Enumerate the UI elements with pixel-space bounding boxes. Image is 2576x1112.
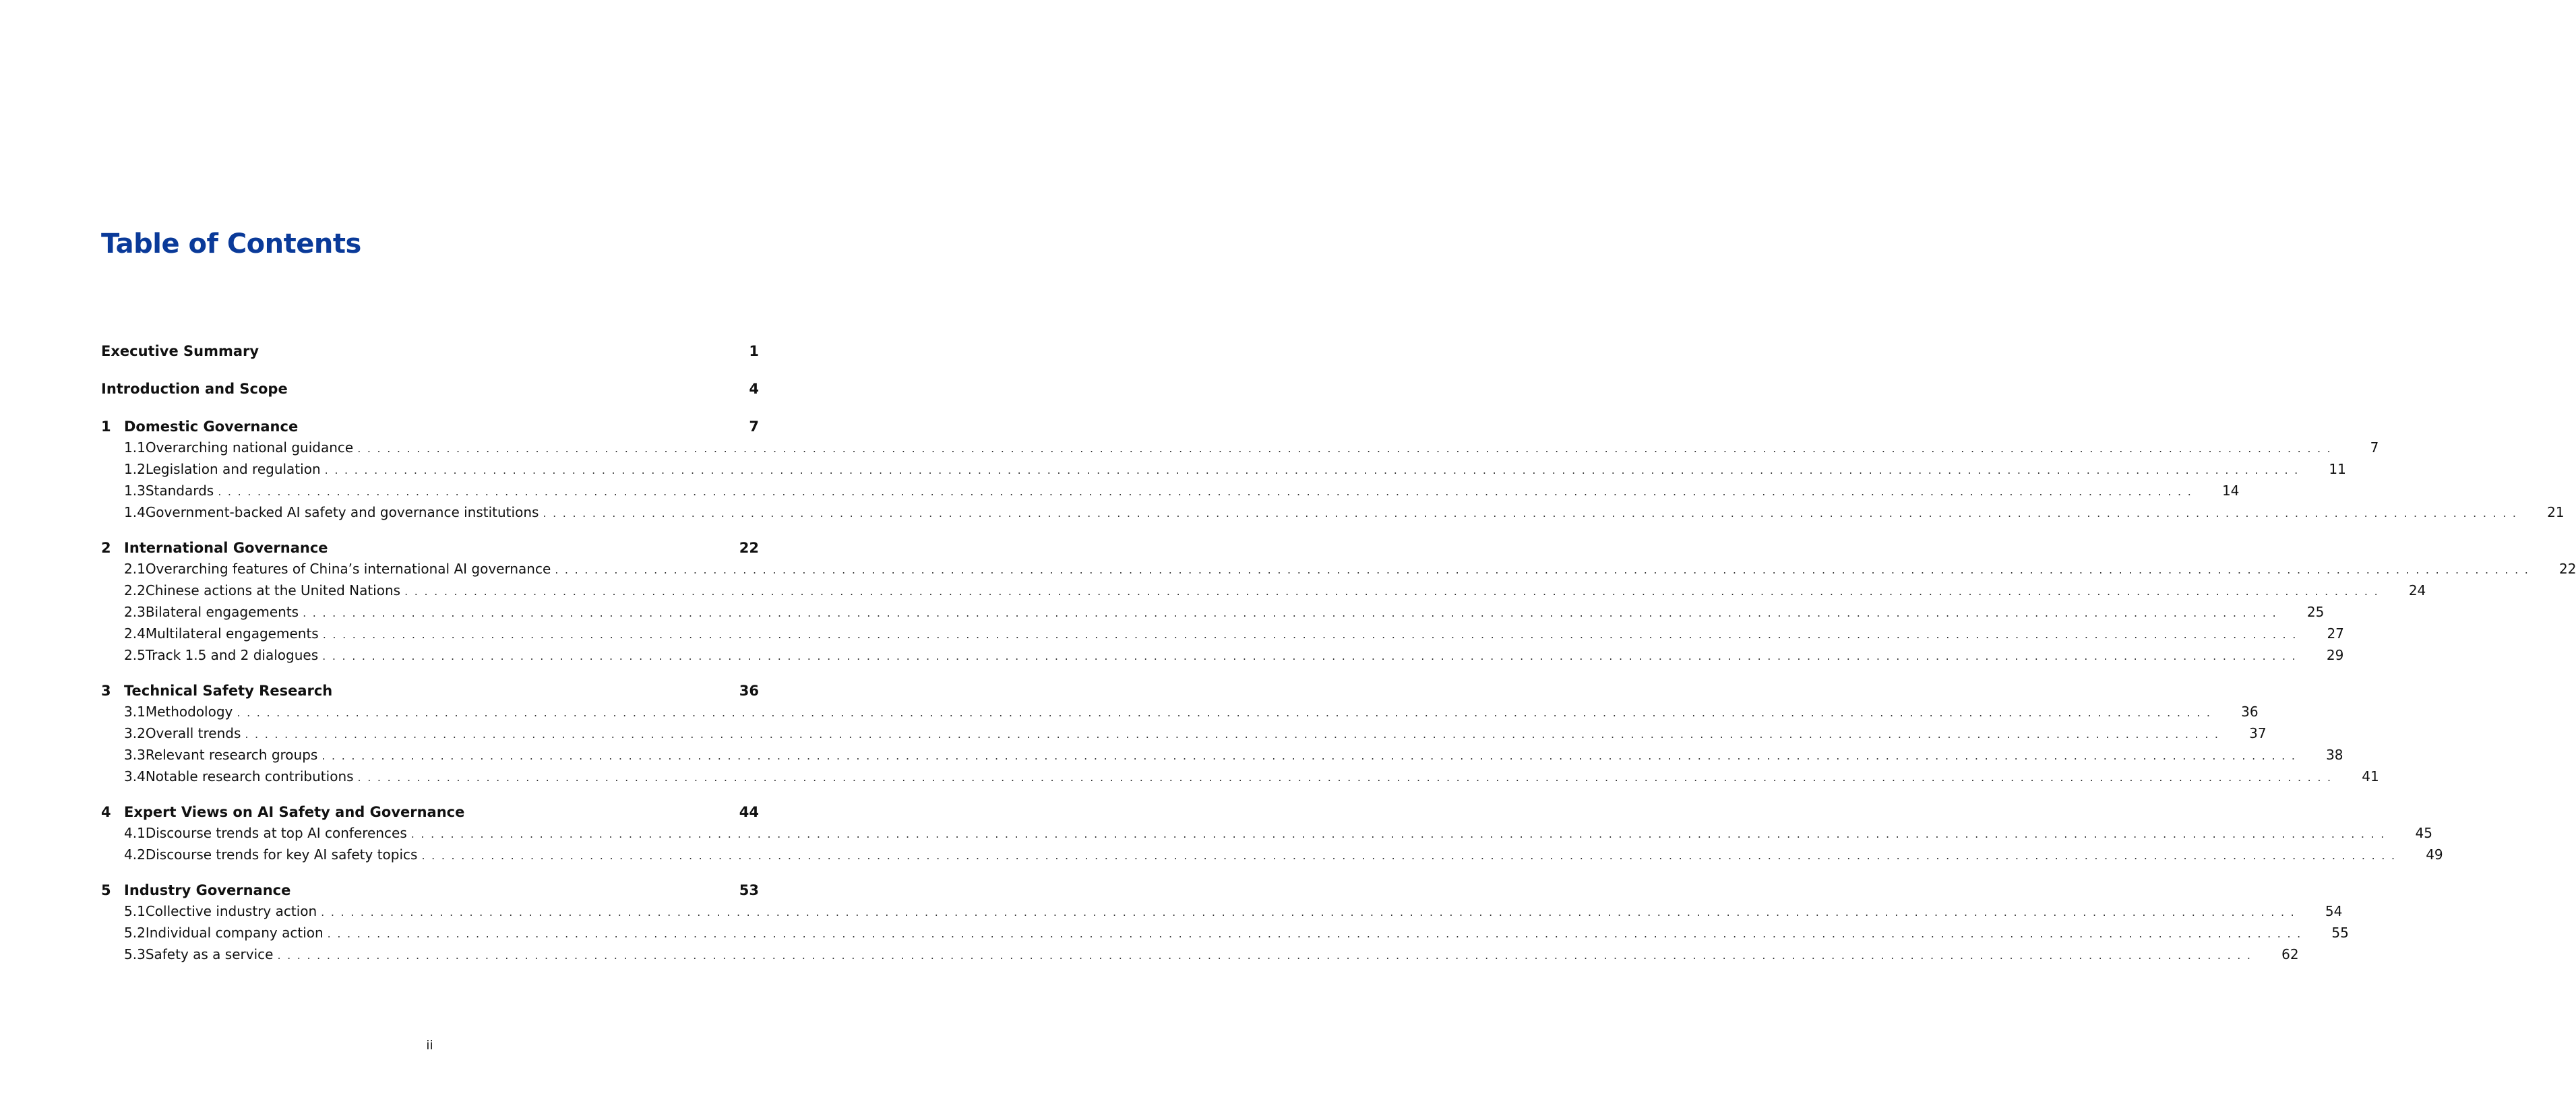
section-title: Individual company action (145, 925, 324, 941)
dot-leader: ........................................................................................................................................................................................................ (543, 507, 2523, 520)
page-title: Table of Contents (101, 228, 361, 259)
section-number: 4.1 (124, 825, 146, 841)
chapter-title: Domestic Governance (124, 419, 299, 435)
section-number: 4.2 (124, 846, 146, 863)
section-title: Chinese actions at the United Nations (145, 582, 401, 598)
section-page: 11 (2329, 461, 2346, 477)
dot-leader: ........................................................................................................................................................................................................ (321, 749, 2302, 762)
section-page: 49 (2426, 846, 2443, 863)
section-page: 21 (2547, 504, 2565, 520)
table-of-contents (101, 341, 2576, 980)
chapter-heading[interactable] (101, 802, 759, 822)
section-title: Overarching national guidance (145, 439, 354, 456)
toc-entry-introduction[interactable] (101, 379, 759, 399)
section-number: 2.1 (124, 561, 146, 577)
section-title: Track 1.5 and 2 dialogues (145, 647, 319, 663)
section-page: 25 (2306, 604, 2325, 620)
dot-leader: ........................................................................................................................................................................................................ (421, 849, 2401, 862)
entry-page: 1 (749, 343, 759, 359)
section-number: 2.5 (124, 647, 146, 663)
section-number: 5.1 (124, 903, 146, 919)
toc-section[interactable] (101, 558, 2576, 580)
section-number: 5.2 (124, 925, 146, 941)
section-title: Standards (145, 483, 214, 499)
dot-leader: ........................................................................................................................................................................................................ (322, 628, 2302, 641)
entry-title: Introduction and Scope (101, 381, 288, 397)
toc-section[interactable] (101, 744, 2343, 766)
section-title: Methodology (145, 704, 233, 720)
section-page: 55 (2331, 925, 2349, 941)
section-title: Overall trends (145, 725, 241, 741)
section-title: Overarching features of China’s international AI governance (145, 561, 551, 577)
dot-leader: ........................................................................................................................................................................................................ (322, 650, 2302, 662)
toc-section[interactable] (101, 766, 2379, 787)
dot-leader: ........................................................................................................................................................................................................ (404, 585, 2385, 598)
chapter-title: Technical Safety Research (124, 683, 333, 699)
dot-leader: ........................................................................................................................................................................................................ (218, 485, 2198, 498)
section-page: 27 (2327, 625, 2344, 642)
section-page: 62 (2281, 946, 2299, 962)
toc-section[interactable] (101, 944, 2299, 965)
toc-section[interactable] (101, 822, 2432, 844)
chapter-number: 1 (101, 419, 111, 435)
chapter-heading[interactable] (101, 416, 759, 437)
dot-leader: ........................................................................................................................................................................................................ (410, 828, 2391, 840)
dot-leader: ........................................................................................................................................................................................................ (303, 607, 2283, 619)
section-page: 7 (2370, 439, 2379, 456)
section-page: 45 (2415, 825, 2432, 841)
section-title: Relevant research groups (145, 747, 318, 763)
section-title: Notable research contributions (145, 768, 354, 784)
toc-section[interactable] (101, 623, 2344, 644)
toc-chapter-3 (101, 681, 2379, 787)
toc-section[interactable] (101, 644, 2344, 666)
section-page: 54 (2325, 903, 2343, 919)
dot-leader: ........................................................................................................................................................................................................ (237, 706, 2217, 719)
section-number: 2.3 (124, 604, 146, 620)
section-page: 29 (2326, 647, 2344, 663)
toc-section[interactable] (101, 922, 2349, 944)
section-title: Safety as a service (145, 946, 274, 962)
dot-leader: ........................................................................................................................................................................................................ (357, 771, 2337, 784)
toc-entry-executive-summary[interactable] (101, 341, 759, 361)
section-title: Discourse trends at top AI conferences (145, 825, 407, 841)
dot-leader: ........................................................................................................................................................................................................ (555, 563, 2535, 576)
section-page: 38 (2326, 747, 2343, 763)
chapter-page: 22 (739, 540, 759, 556)
toc-section[interactable] (101, 480, 2240, 501)
section-number: 1.4 (124, 504, 146, 520)
toc-section[interactable] (101, 601, 2325, 623)
section-page: 41 (2362, 768, 2379, 784)
section-number: 2.2 (124, 582, 146, 598)
toc-section[interactable] (101, 900, 2343, 922)
section-number: 1.3 (124, 483, 146, 499)
section-number: 1.1 (124, 439, 146, 456)
toc-section[interactable] (101, 701, 2259, 722)
chapter-title: International Governance (124, 540, 328, 556)
section-number: 5.3 (124, 946, 146, 962)
section-page: 36 (2241, 704, 2259, 720)
chapter-title: Expert Views on AI Safety and Governance (124, 804, 465, 820)
chapter-page: 53 (739, 882, 759, 898)
section-title: Bilateral engagements (145, 604, 299, 620)
section-number: 3.1 (124, 704, 146, 720)
chapter-title: Industry Governance (124, 882, 291, 898)
section-number: 1.2 (124, 461, 146, 477)
section-page: 37 (2249, 725, 2267, 741)
chapter-heading[interactable] (101, 681, 759, 701)
section-title: Discourse trends for key AI safety topics (145, 846, 418, 863)
entry-title: Executive Summary (101, 343, 259, 359)
chapter-heading[interactable] (101, 538, 759, 558)
dot-leader: ........................................................................................................................................................................................................ (327, 927, 2307, 940)
toc-section[interactable] (101, 437, 2379, 458)
toc-section[interactable] (101, 458, 2346, 480)
toc-section[interactable] (101, 501, 2565, 523)
section-title: Collective industry action (145, 903, 317, 919)
chapter-number: 5 (101, 882, 111, 898)
chapter-page: 44 (739, 804, 759, 820)
chapter-heading[interactable] (101, 880, 759, 900)
section-number: 2.4 (124, 625, 146, 642)
entry-page: 4 (749, 381, 759, 397)
toc-chapter-5 (101, 880, 2349, 965)
section-title: Multilateral engagements (145, 625, 319, 642)
page-number: ii (426, 1038, 433, 1053)
dot-leader: ........................................................................................................................................................................................................ (277, 949, 2257, 962)
chapter-page: 7 (749, 419, 759, 435)
dot-leader: ........................................................................................................................................................................................................ (357, 442, 2337, 455)
toc-chapter-4 (101, 802, 2443, 865)
toc-chapter-2 (101, 538, 2576, 666)
toc-section[interactable] (101, 580, 2426, 601)
dot-leader: ........................................................................................................................................................................................................ (324, 464, 2304, 476)
section-page: 24 (2408, 582, 2426, 598)
section-number: 3.2 (124, 725, 146, 741)
section-number: 3.4 (124, 768, 146, 784)
chapter-number: 2 (101, 540, 111, 556)
toc-section[interactable] (101, 722, 2267, 744)
toc-section[interactable] (101, 844, 2443, 865)
chapter-page: 36 (739, 683, 759, 699)
toc-chapter-1 (101, 416, 2565, 523)
section-number: 3.3 (124, 747, 146, 763)
dot-leader: ........................................................................................................................................................................................................ (321, 906, 2301, 919)
section-title: Legislation and regulation (145, 461, 321, 477)
chapter-number: 4 (101, 804, 111, 820)
section-title: Government-backed AI safety and governance institutions (145, 504, 539, 520)
section-page: 14 (2221, 483, 2240, 499)
dot-leader: ........................................................................................................................................................................................................ (245, 728, 2225, 741)
section-page: 22 (2558, 561, 2576, 577)
chapter-number: 3 (101, 683, 111, 699)
